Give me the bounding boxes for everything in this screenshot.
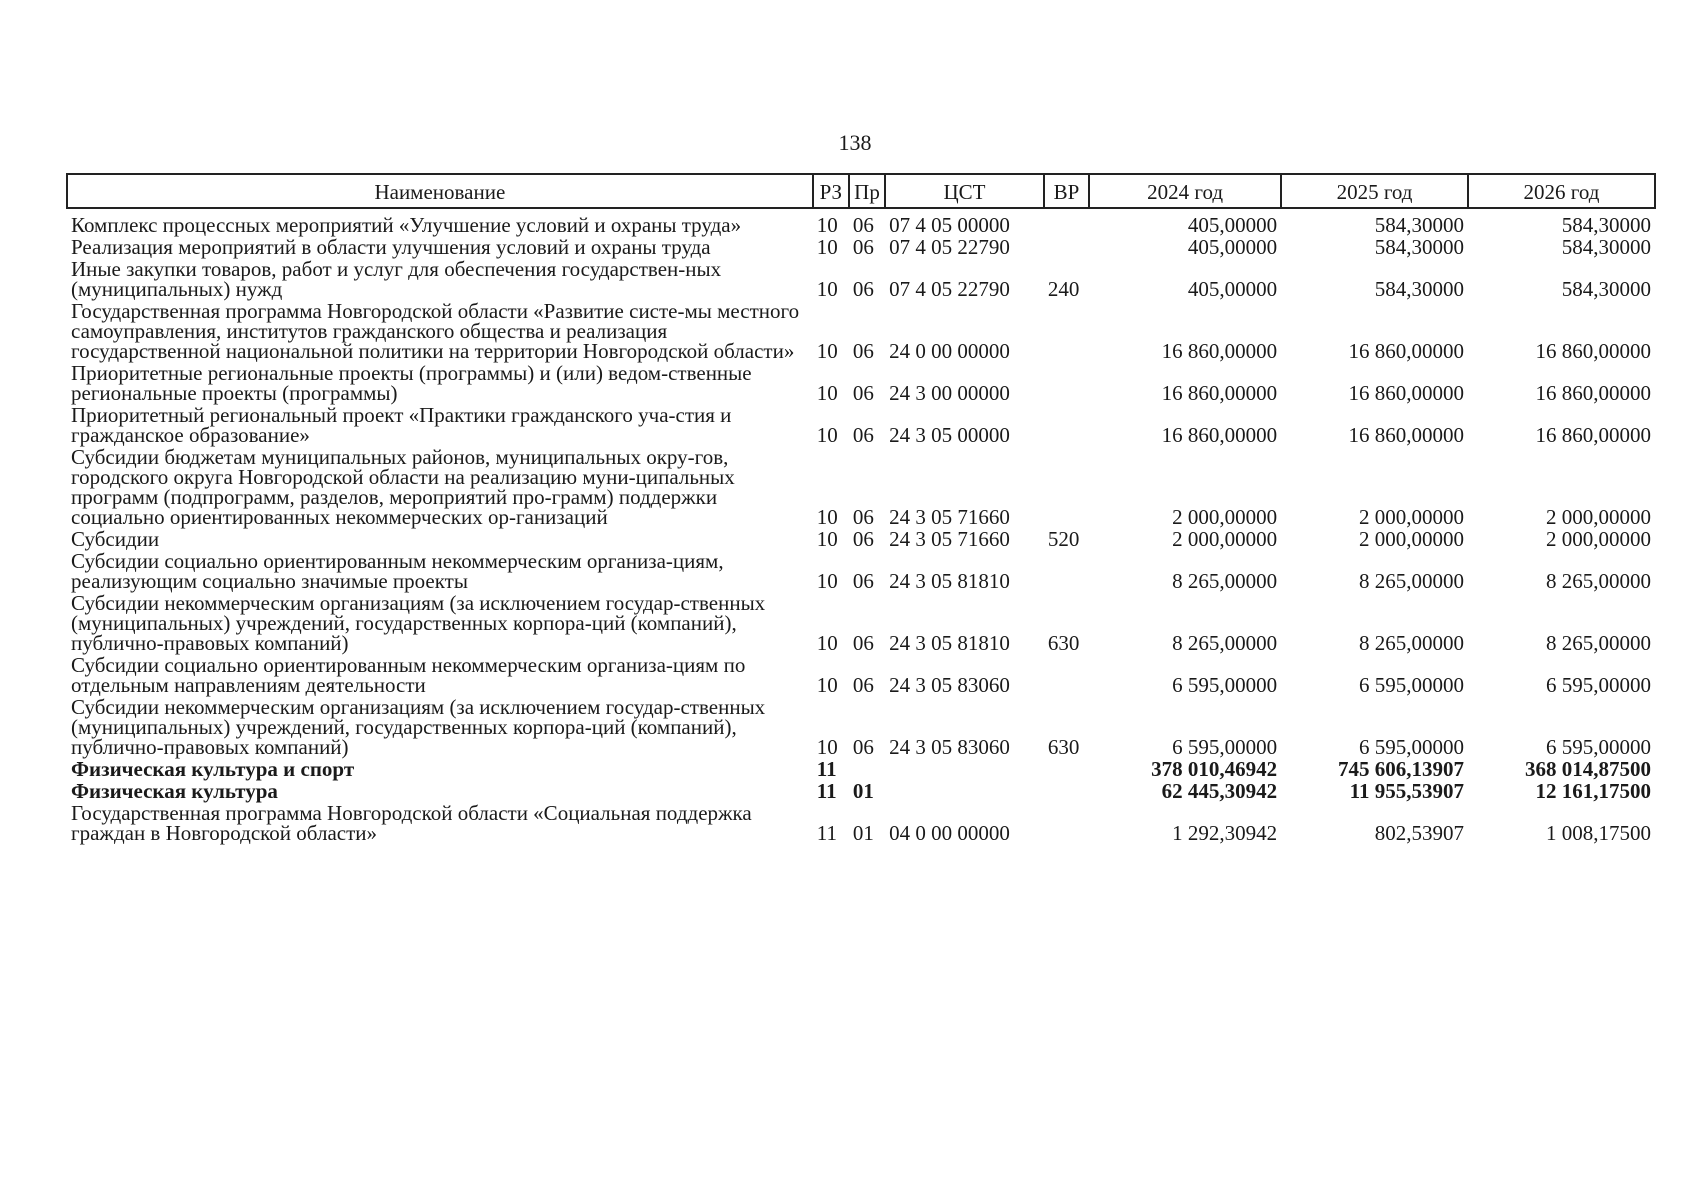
cell-2024: 405,00000	[1187, 213, 1278, 237]
cell-rz: 10	[816, 673, 838, 697]
cell-rz: 10	[816, 527, 838, 551]
cell-2026: 1 008,17500	[1546, 821, 1651, 845]
cell-vr: 520	[1047, 527, 1080, 551]
cell-name: Государственная программа Новгородской области «Социальная поддержка граждан в Новгородской области»	[71, 801, 752, 845]
cell-2024: 2 000,00000	[1172, 527, 1278, 551]
cell-2025: 584,30000	[1374, 213, 1464, 237]
cell-2025: 802,53907	[1374, 821, 1464, 845]
cell-2026: 16 860,00000	[1535, 339, 1651, 363]
header-2026: 2026 год	[1468, 174, 1655, 208]
cell-2026: 584,30000	[1561, 235, 1651, 259]
cell-pr: 06	[852, 735, 874, 759]
cell-2025: 584,30000	[1374, 277, 1464, 301]
cell-pr: 06	[852, 673, 874, 697]
cell-cst: 24 3 05 81810	[889, 569, 1010, 593]
cell-vr: 630	[1047, 631, 1080, 655]
header-rz: РЗ	[813, 174, 849, 208]
table-row	[67, 592, 1655, 654]
table-row	[67, 362, 1655, 404]
cell-2025: 11 955,53907	[1349, 779, 1464, 803]
header-vr: ВР	[1044, 174, 1089, 208]
cell-cst: 24 3 05 83060	[889, 735, 1010, 759]
cell-vr	[1044, 550, 1089, 592]
cell-rz: 10	[816, 631, 838, 655]
table-row	[67, 654, 1655, 696]
cell-name: Реализация мероприятий в области улучшения условий и охраны труда	[71, 235, 711, 259]
cell-rz: 10	[816, 423, 838, 447]
cell-rz: 10	[816, 235, 838, 259]
cell-vr	[1044, 362, 1089, 404]
page-number: 138	[838, 130, 872, 155]
cell-2025: 8 265,00000	[1359, 569, 1464, 593]
cell-name: Комплекс процессных мероприятий «Улучшение условий и охраны труда»	[71, 213, 742, 237]
table-row	[67, 758, 1655, 780]
cell-name: Иные закупки товаров, работ и услуг для обеспечения государствен-ных (муниципальных) нужд	[71, 257, 722, 301]
table-row	[67, 404, 1655, 446]
cell-2026: 584,30000	[1561, 213, 1651, 237]
cell-rz: 10	[816, 339, 838, 363]
cell-name: Субсидии социально ориентированным некоммерческим организа-циям по отдельным направлениям деятельности	[71, 653, 746, 697]
cell-cst: 07 4 05 00000	[889, 213, 1010, 237]
cell-pr: 01	[852, 821, 874, 845]
cell-rz: 10	[816, 213, 838, 237]
cell-pr: 01	[852, 779, 874, 803]
budget-table	[66, 173, 1656, 844]
cell-2025: 16 860,00000	[1348, 381, 1464, 405]
cell-rz: 10	[816, 277, 838, 301]
cell-cst: 07 4 05 22790	[889, 235, 1010, 259]
cell-2024: 16 860,00000	[1161, 423, 1278, 447]
cell-name: Приоритетный региональный проект «Практики гражданского уча-стия и гражданское образование»	[71, 403, 732, 447]
cell-name: Физическая культура и спорт	[71, 757, 355, 781]
cell-cst: 24 3 05 71660	[889, 527, 1010, 551]
cell-vr	[1044, 758, 1089, 780]
cell-name: Государственная программа Новгородской области «Развитие систе-мы местного самоуправления, институтов гражданского общества и реализация государственной национальной политики на территории Новгородской области»	[71, 299, 800, 363]
cell-pr: 06	[852, 213, 874, 237]
cell-vr	[1044, 654, 1089, 696]
cell-2026: 8 265,00000	[1546, 569, 1651, 593]
table-row	[67, 528, 1655, 550]
table-row	[67, 550, 1655, 592]
cell-2024: 6 595,00000	[1172, 735, 1278, 759]
cell-vr: 240	[1047, 277, 1080, 301]
table-row	[67, 236, 1655, 258]
cell-name: Физическая культура	[71, 779, 278, 803]
cell-2025: 745 606,13907	[1338, 757, 1464, 781]
table-row	[67, 802, 1655, 844]
cell-2025: 8 265,00000	[1359, 631, 1464, 655]
cell-pr: 06	[852, 235, 874, 259]
cell-rz: 10	[816, 381, 838, 405]
table-row	[67, 446, 1655, 528]
cell-2025: 6 595,00000	[1359, 735, 1464, 759]
cell-2024: 2 000,00000	[1172, 505, 1278, 529]
cell-pr: 06	[852, 631, 874, 655]
cell-2024: 8 265,00000	[1172, 631, 1278, 655]
cell-pr: 06	[852, 381, 874, 405]
cell-cst: 24 3 05 83060	[889, 673, 1010, 697]
cell-cst: 24 0 00 00000	[889, 339, 1010, 363]
table-row	[67, 208, 1655, 236]
cell-cst: 24 3 05 71660	[889, 505, 1010, 529]
cell-2026: 2 000,00000	[1546, 527, 1651, 551]
cell-2026: 12 161,17500	[1535, 779, 1651, 803]
cell-rz: 10	[816, 569, 838, 593]
cell-2026: 6 595,00000	[1546, 673, 1651, 697]
header-2025: 2025 год	[1281, 174, 1468, 208]
cell-vr	[1044, 802, 1089, 844]
cell-2024: 378 010,46942	[1151, 757, 1278, 781]
header-name: Наименование	[67, 174, 813, 208]
cell-2026: 8 265,00000	[1546, 631, 1651, 655]
cell-2024: 16 860,00000	[1161, 381, 1278, 405]
cell-2026: 16 860,00000	[1535, 381, 1651, 405]
table-row	[67, 300, 1655, 362]
cell-2025: 584,30000	[1374, 235, 1464, 259]
cell-name: Приоритетные региональные проекты (программы) и (или) ведом-ственные региональные проекты (программы)	[71, 361, 752, 405]
header-2024: 2024 год	[1089, 174, 1281, 208]
cell-2026: 6 595,00000	[1546, 735, 1651, 759]
cell-name: Субсидии некоммерческим организациям (за исключением государ-ственных (муниципальных) учреждений, государственных корпора-ций (компаний), публично-правовых компаний)	[71, 695, 766, 759]
cell-cst: 04 0 00 00000	[889, 821, 1010, 845]
cell-2025: 16 860,00000	[1348, 339, 1464, 363]
table-row	[67, 696, 1655, 758]
cell-2026: 16 860,00000	[1535, 423, 1651, 447]
table-row	[67, 780, 1655, 802]
cell-2026: 2 000,00000	[1546, 505, 1651, 529]
cell-name: Субсидии	[71, 527, 160, 551]
cell-2024: 6 595,00000	[1172, 673, 1278, 697]
cell-vr	[1044, 236, 1089, 258]
cell-name: Субсидии некоммерческим организациям (за исключением государ-ственных (муниципальных) учреждений, государственных корпора-ций (компаний), публично-правовых компаний)	[71, 591, 766, 655]
cell-2025: 16 860,00000	[1348, 423, 1464, 447]
cell-2025: 2 000,00000	[1359, 505, 1464, 529]
cell-2025: 6 595,00000	[1359, 673, 1464, 697]
cell-rz: 10	[816, 735, 838, 759]
cell-2025: 2 000,00000	[1359, 527, 1464, 551]
cell-rz: 11	[816, 821, 837, 845]
cell-rz: 11	[816, 779, 837, 803]
cell-2024: 1 292,30942	[1172, 821, 1278, 845]
cell-pr: 06	[852, 339, 874, 363]
cell-pr	[849, 758, 885, 780]
cell-vr	[1044, 404, 1089, 446]
cell-cst	[885, 780, 1044, 802]
table-body	[67, 208, 1655, 844]
cell-pr: 06	[852, 527, 874, 551]
cell-vr	[1044, 208, 1089, 236]
cell-2024: 8 265,00000	[1172, 569, 1278, 593]
header-cst: ЦСТ	[885, 174, 1044, 208]
cell-name: Субсидии социально ориентированным некоммерческим организа-циям, реализующим социально значимые проекты	[71, 549, 724, 593]
cell-pr: 06	[852, 277, 874, 301]
cell-2024: 62 445,30942	[1161, 779, 1278, 803]
table-header-row	[67, 174, 1655, 208]
header-pr: Пр	[849, 174, 885, 208]
cell-cst: 24 3 05 00000	[889, 423, 1010, 447]
cell-cst: 07 4 05 22790	[889, 277, 1010, 301]
cell-2026: 368 014,87500	[1525, 757, 1651, 781]
cell-cst: 24 3 05 81810	[889, 631, 1010, 655]
cell-2024: 405,00000	[1187, 277, 1278, 301]
cell-pr: 06	[852, 505, 874, 529]
cell-vr	[1044, 300, 1089, 362]
cell-2024: 16 860,00000	[1161, 339, 1278, 363]
cell-pr: 06	[852, 569, 874, 593]
cell-2026: 584,30000	[1561, 277, 1651, 301]
cell-cst: 24 3 00 00000	[889, 381, 1010, 405]
cell-rz: 10	[816, 505, 838, 529]
cell-cst	[885, 758, 1044, 780]
cell-vr	[1044, 780, 1089, 802]
cell-2024: 405,00000	[1187, 235, 1278, 259]
cell-vr: 630	[1047, 735, 1080, 759]
cell-pr: 06	[852, 423, 874, 447]
table-row	[67, 258, 1655, 300]
cell-name: Субсидии бюджетам муниципальных районов, муниципальных окру-гов, городского округа Новгородской области на реализацию муни-ципальных программ (подпрограмм, разделов, мероприятий про-грамм) поддержки социально ориентированных некоммерческих ор-ганизаций	[71, 445, 735, 529]
cell-vr	[1044, 446, 1089, 528]
cell-rz: 11	[816, 757, 837, 781]
